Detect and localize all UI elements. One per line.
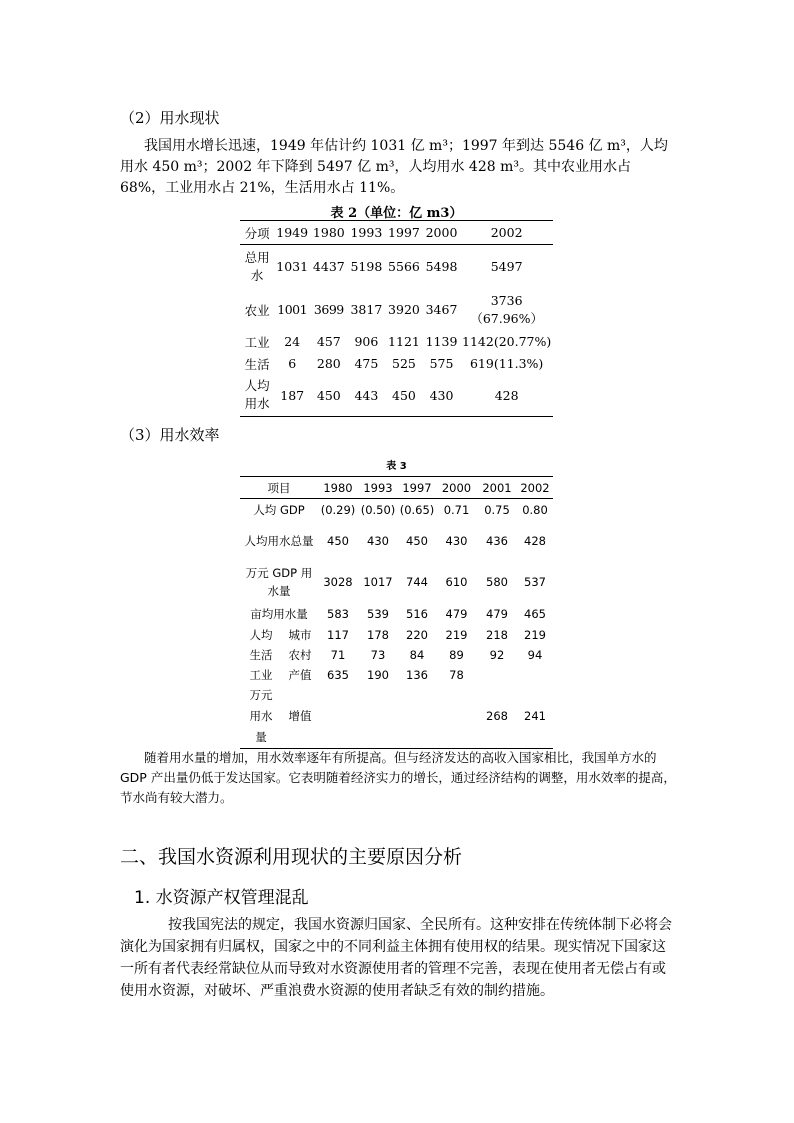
table-cell: 0.71 [443,502,470,517]
table-cell [477,665,517,685]
table-cell: 5497 [490,259,523,275]
table2 [240,220,553,417]
table-cell: 农业 [244,302,270,318]
table-header-cell: 1993 [350,225,383,240]
table-header-cell: 1980 [323,480,353,495]
table-cell: 24 [284,334,301,349]
table-cell: 3817 [350,302,383,317]
table-cell: 1121 [388,334,420,349]
table-row [240,331,553,353]
table-cell: 136 [406,667,428,682]
table-cell: 4437 [312,259,345,275]
table-cell: 1142(20.77%) [462,334,552,349]
table-row [240,499,553,521]
table3-header-row [240,477,553,499]
table-cell: (0.65) [399,502,435,517]
table-row [240,625,553,645]
table-cell: 71 [330,647,346,662]
table-cell: 218 [486,627,508,642]
table-cell: 人均 GDP [253,502,305,517]
table-row [240,353,553,375]
table-row [240,685,553,749]
table-cell: (0.50) [360,502,396,517]
table-cell: 187 [280,387,305,403]
table-cell: 人均用水总量 [244,533,314,548]
table-header-cell: 2002 [490,225,523,240]
property-rights-paragraph: 按我国宪法的规定，我国水资源归国家、全民所有。这种安排在传统体制下必将会演化为国家拥有归属权，国家之中的不同利益主体拥有使用权的结果。现实情况下国家这一所有者代表经常缺位从而导致对水资源使用者的管理不完善，表现在使用者无偿占有或使用水资源，对破坏、严重浪费水资源的使用者缺乏有效的制约措施。 [120,917,672,999]
table-cell: 610 [445,574,468,589]
table-cell: 城市 [288,627,312,642]
table-cell: 增值 [288,709,312,724]
table-cell: 0.75 [484,502,510,517]
water-status-paragraph: 我国用水增长迅速，1949 年估计约 1031 亿 m³；1997 年到达 5546 亿 m³，人均用水 450 m³；2002 年下降到 5497 亿 m³，人均用水 428 m³。其中农业用水占 68%，工业用水占 21%，生活用水占 11%。 [120,138,668,196]
table-cell: 219 [524,627,546,642]
table-cell: 436 [486,533,508,548]
table-cell: 3920 [388,302,420,317]
table-cell: 工业 [249,667,273,682]
table-cell: 3028 [323,574,353,589]
table-header-cell: 2001 [482,480,512,495]
table-cell: 539 [367,606,389,621]
section-heading-water-status: （2）用水现状 [120,109,220,127]
table-cell: 443 [354,387,379,403]
table-cell: 635 [327,667,349,682]
table-row [240,521,553,561]
table-cell: 总用水 [244,249,270,283]
table-cell: 190 [367,667,389,682]
table-cell: 万元用水量 [249,687,273,744]
table-cell: 78 [449,667,464,682]
table-cell: 575 [429,356,454,371]
table-cell: 89 [449,647,464,662]
table-cell: 178 [367,627,389,642]
table-cell: 241 [524,709,546,724]
table-row [240,645,553,665]
table-cell: 280 [316,356,341,371]
table-cell: 430 [445,533,468,548]
table-header-cell: 1980 [312,225,345,240]
table-row [240,561,553,603]
table-cell: 268 [486,709,508,724]
table-cell: 生活 [244,356,270,372]
table-cell: 3736（67.96%） [470,292,543,326]
table-cell: 430 [367,533,389,548]
section-heading-water-efficiency: （3）用水效率 [120,426,220,444]
table-cell: 1017 [363,574,393,589]
table-header-cell: 2000 [425,225,458,240]
table-cell: 万元 GDP 用水量 [245,565,313,598]
table3 [240,476,553,749]
table-cell: 94 [527,647,543,662]
table-cell: 525 [392,356,416,371]
table-cell: 工业 [244,334,270,350]
table-cell: 84 [409,647,425,662]
table-cell [436,685,477,749]
table-row [240,603,553,625]
table-header-cell: 2000 [441,480,472,495]
table3-caption: 表 3 [386,461,407,472]
table-header-cell: 项目 [267,480,291,495]
table-cell [358,685,398,749]
table-cell: 73 [370,647,386,662]
table-cell: 450 [316,387,341,403]
table-header-cell: 分项 [244,225,270,241]
table-cell: 583 [327,606,349,621]
table-cell: 1001 [277,302,308,317]
section-title: 二、我国水资源利用现状的主要原因分析 [120,846,463,868]
table-cell: 450 [327,533,349,548]
table-row [240,245,553,289]
table-cell: 430 [429,387,454,403]
table-cell: 537 [524,574,546,589]
table-cell: 428 [524,533,546,548]
table-cell: 5566 [388,259,420,275]
table-cell: 465 [524,606,546,621]
table-row [240,665,553,685]
table-cell: 5198 [350,259,383,275]
table-cell [398,685,436,749]
table-cell: 3467 [425,302,458,317]
table-cell: 220 [406,627,428,642]
table-cell: 619(11.3%) [469,356,544,371]
table-cell: 人均 [249,627,273,642]
table-row [240,375,553,417]
table-cell [318,685,358,749]
table-cell: 450 [406,533,428,548]
table-header-cell: 1949 [276,225,309,240]
table2-caption: 表 2（单位：亿 m3） [330,206,463,221]
table-cell: 479 [486,606,508,621]
table-cell: 生活 [249,647,273,662]
table-cell: 117 [327,627,349,642]
table-header-cell: 1993 [363,480,393,495]
table-cell: 450 [392,387,416,403]
table-cell: 6 [288,356,297,371]
table-cell: 92 [489,647,505,662]
table2-header-row [240,221,553,245]
table-cell: 1139 [425,334,458,349]
table-cell: 516 [406,606,428,621]
table-cell: 5498 [425,259,458,275]
table-header-cell: 2002 [520,480,550,495]
table-cell: 3699 [313,302,344,317]
subsection-title: 1. 水资源产权管理混乱 [134,888,309,908]
table-cell: 475 [354,356,379,371]
table-cell: 亩均用水量 [250,606,308,621]
table-cell: 农村 [288,647,312,662]
table-row [240,289,553,331]
table-cell: (0.29) [320,502,356,517]
table-header-cell: 1997 [402,480,432,495]
table-cell: 457 [316,334,341,349]
table-cell: 1031 [276,259,309,275]
table-cell: 219 [445,627,468,642]
table-cell [517,665,553,685]
table-header-cell: 1997 [388,225,420,240]
table-cell: 906 [354,334,379,349]
table-cell: 744 [406,574,428,589]
table-cell: 人均用水 [244,378,270,412]
table-cell: 0.80 [522,502,548,517]
table-cell: 产值 [288,667,312,682]
table-cell: 580 [486,574,508,589]
efficiency-note-paragraph: 随着用水量的增加，用水效率逐年有所提高。但与经济发达的高收入国家相比，我国单方水的 GDP 产出量仍低于发达国家。它表明随着经济实力的增长，通过经济结构的调整，用水效率的提高，节水尚有较大潜力。 [120,750,676,805]
table-cell: 428 [494,387,519,403]
table-cell: 479 [445,606,468,621]
